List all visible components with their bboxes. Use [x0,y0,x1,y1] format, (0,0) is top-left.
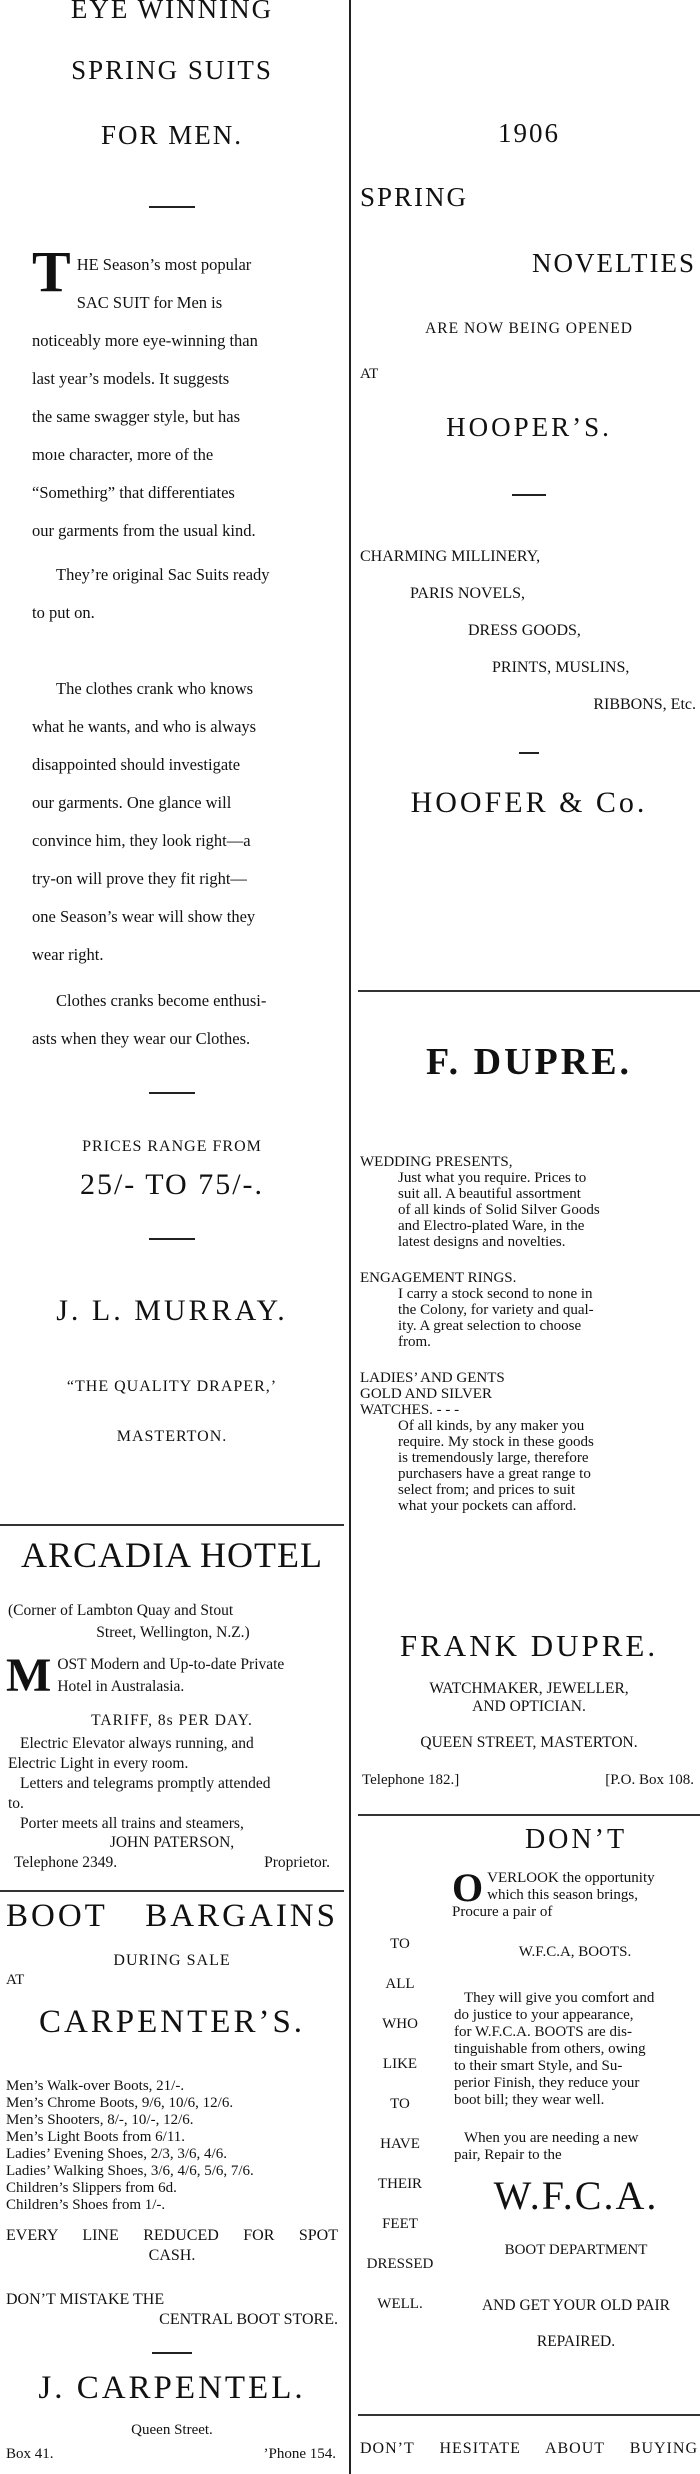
text-line: is tremendously large, therefore [398,1450,589,1466]
headline-line: EYE WINNING [70,0,274,24]
text-line: of all kinds of Solid Silver Goods [398,1202,600,1218]
section-heading: LADIES’ AND GENTS [360,1370,505,1386]
text-line: for W.F.C.A. BOOTS are dis- [454,2024,632,2040]
wfca-department: BOOT DEPARTMENT [504,2242,648,2258]
list-item: Men’s Chrome Boots, 9/6, 10/6, 12/6. [6,2095,234,2111]
wfca-title: DON’T [524,1824,628,1855]
hesitate-line: DON’T HESITATE ABOUT BUYING [360,2440,698,2457]
spring-word: SPRING [360,182,469,212]
prices-heading: PRICES RANGE FROM [82,1138,262,1155]
list-item: Men’s Walk-over Boots, 21/-. [6,2078,185,2094]
slogan-word: WHO [382,2016,418,2032]
text-line: They’re original Sac Suits ready [56,565,270,584]
slogan-word: WELL. [377,2296,423,2312]
list-item: Ladies’ Evening Shoes, 2/3, 3/6, 4/6. [6,2146,227,2162]
text-line: to. [8,1795,24,1812]
text-line: SAC SUIT for Men is [76,293,223,312]
separator [0,1238,344,1240]
boot-advertiser-name: J. CARPENTEL. [38,2370,306,2406]
text-line: AND GET YOUR OLD PAIR [481,2297,671,2314]
hotel-title: ARCADIA HOTEL [21,1535,323,1575]
price-range: 25/- TO 75/-. [79,1168,265,1201]
text-line: do justice to your appearance, [454,2007,634,2023]
text-line: AND OPTICIAN. [472,1698,586,1715]
hotel-tariff: TARIFF, 8s PER DAY. [91,1712,253,1729]
wfca-brand: W.F.C.A. [493,2173,659,2218]
section-rule [358,1814,700,1816]
boot-phone: ’Phone 154. [263,2446,336,2462]
text-line: our garments from the usual kind. [32,521,256,540]
drop-cap: O [452,1865,484,1910]
text-line: try-on will prove they fit right— [32,869,247,888]
text-line: one Season’s wear will show they [32,907,256,926]
advertiser-town: MASTERTON. [116,1428,228,1445]
wfca-new-pair [454,2130,698,2164]
text-line: Street, Wellington, N.Z.) [96,1624,250,1641]
separator [0,2352,344,2354]
text-line: “Somethirg” that differentiates [32,483,235,502]
right-column [358,0,700,2474]
wedding-section [360,1154,696,1250]
opening-notice: ARE NOW BEING OPENED [425,320,633,337]
list-item: Ladies’ Walking Shoes, 3/6, 4/6, 5/6, 7/6. [6,2163,254,2179]
dupre-telephone: Telephone 182.] [362,1772,460,1788]
spot-cash-notice [6,2226,338,2266]
text-line: Hotel in Australasia. [57,1678,185,1695]
list-item: Children’s Slippers from 6d. [6,2180,177,2196]
slogan-word: TO [390,1936,410,1952]
text-line: what your pockets can afford. [398,1498,577,1514]
text-line: Electric Elevator always running, and [20,1735,254,1752]
slogan-word: THEIR [377,2176,423,2192]
spring-suits-ad [0,0,344,1368]
wfca-comfort [454,1990,698,2109]
slogan-word: HAVE [380,2136,420,2152]
separator [358,494,700,496]
text-line: Procure a pair of [452,1904,553,1920]
left-column [0,0,344,2474]
text-line: disappointed should investigate [32,755,241,774]
boot-at: AT [6,1972,25,1988]
text-line: the same swagger style, but has [32,407,241,426]
text-line: asts when they wear our Clothes. [32,1029,251,1048]
list-item: DRESS GOODS, [468,622,581,639]
hotel-address [8,1600,338,1644]
novelties-word: NOVELTIES [532,248,696,278]
dupre-address: QUEEN STREET, MASTERTON. [420,1734,638,1751]
rings-section [360,1270,696,1350]
text-line: EVERY LINE REDUCED FOR SPOT [6,2227,338,2244]
paragraph-3 [32,670,334,974]
at-word: AT [360,366,379,382]
text-line: CASH. [148,2247,196,2264]
slogan-word: FEET [382,2216,418,2232]
text-line: Porter meets all trains and steamers, [20,1815,244,1832]
boot-price-list [6,2078,338,2214]
list-item: PARIS NOVELS, [410,585,525,602]
section-heading: WATCHES. - - - [360,1402,460,1418]
text-line: boot bill; they wear well. [454,2092,605,2108]
text-line: noticeably more eye-winning than [32,331,258,350]
text-line: (Corner of Lambton Quay and Stout [8,1602,234,1619]
paragraph-2 [32,556,334,632]
headline-line: SPRING SUITS [71,55,273,85]
boot-subtitle: DURING SALE [113,1952,231,1969]
text-line: WATCHMAKER, JEWELLER, [429,1680,629,1697]
watches-section [360,1370,696,1514]
column-divider [349,0,351,2474]
text-line: VERLOOK the opportunity [487,1870,655,1886]
text-line: the Colony, for variety and qual- [398,1302,594,1318]
list-item: PRINTS, MUSLINS, [492,659,630,676]
paragraph-1 [32,239,334,550]
wfca-overlook [452,1865,698,1921]
hooper-signature: HOOFER & Co. [410,786,648,819]
side-slogan [358,1924,442,2324]
slogan-word: DRESSED [366,2256,434,2272]
text-line: and Electro-plated Ware, in the [398,1218,585,1234]
text-line: from. [398,1334,431,1350]
slogan-word: LIKE [382,2056,418,2072]
text-line: last year’s models. It suggests [32,369,230,388]
paragraph-4 [32,982,334,1058]
text-line: select from; and prices to suit [398,1482,576,1498]
text-line: latest designs and novelties. [398,1234,566,1250]
hotel-telephone: Telephone 2349. [14,1854,118,1871]
drop-cap: T [32,239,71,304]
section-heading: ENGAGEMENT RINGS. [360,1270,517,1286]
text-line: purchasers have a great range to [398,1466,591,1482]
separator [0,206,344,208]
wfca-old-pair [452,2288,700,2360]
text-line: I carry a stock second to none in [398,1286,593,1302]
proprietor-title: Proprietor. [264,1854,330,1871]
slogan-word: TO [390,2096,410,2112]
list-item: RIBBONS, Etc. [593,696,696,713]
list-item: Children’s Shoes from 1/-. [6,2197,166,2213]
text-line: DON’T MISTAKE THE [6,2291,165,2308]
text-line: pair, Repair to the [454,2147,562,2163]
boot-store: CARPENTER’S. [38,2004,306,2040]
boot-title: BOOT BARGAINS [6,1898,338,1934]
text-line: moıe character, more of the [32,445,214,464]
text-line: CENTRAL BOOT STORE. [159,2311,338,2328]
text-line: to their smart Style, and Su- [454,2058,623,2074]
text-line: tinguishable from others, owing [454,2041,646,2057]
dupre-trade [358,1680,700,1716]
advertiser-tagline: “THE QUALITY DRAPER,’ [66,1378,278,1395]
section-rule [358,2414,700,2416]
drop-cap: M [6,1649,52,1702]
text-line: OST Modern and Up-to-date Private [57,1656,285,1673]
text-line: require. My stock in these goods [398,1434,594,1450]
list-item: Men’s Light Boots from 6/11. [6,2129,186,2145]
boots-name: W.F.C.A, BOOTS. [518,1944,632,1960]
text-line: REPAIRED. [536,2333,616,2350]
year: 1906 [498,118,560,148]
text-line: our garments. One glance will [32,793,232,812]
dupre-po-box: [P.O. Box 108. [605,1772,694,1788]
advertiser-name: J. L. MURRAY. [56,1294,288,1327]
text-line: When you are needing a new [464,2130,639,2146]
slogan-word: ALL [385,1976,415,1992]
dupre-full-name: FRANK DUPRE. [399,1628,659,1663]
section-heading: GOLD AND SILVER [360,1386,492,1402]
text-line: what he wants, and who is always [32,717,257,736]
text-line: HE Season’s most popular [76,255,252,274]
hotel-intro [6,1649,338,1702]
section-rule [0,1890,344,1892]
goods-list [360,538,696,723]
text-line: Just what you require. Prices to [398,1170,587,1186]
text-line: to put on. [32,603,95,622]
text-line: perior Finish, they reduce your [454,2075,640,2091]
section-rule [358,990,700,992]
mistake-notice [6,2290,338,2330]
list-item: CHARMING MILLINERY, [360,548,541,565]
text-line: Letters and telegrams promptly attended [20,1775,271,1792]
separator [0,1092,344,1094]
boot-box: Box 41. [6,2446,54,2462]
boot-street: Queen Street. [131,2422,213,2438]
text-line: Of all kinds, by any maker you [398,1418,585,1434]
store-name: HOOPER’S. [446,412,612,442]
dupre-title: F. DUPRE. [425,1041,633,1083]
text-line: suit all. A beautiful assortment [398,1186,581,1202]
separator [358,752,700,754]
text-line: wear right. [32,945,104,964]
list-item: Men’s Shooters, 8/-, 10/-, 12/6. [6,2112,194,2128]
section-rule [0,1524,344,1526]
proprietor-name: JOHN PATERSON, [109,1834,235,1851]
text-line: Electric Light in every room. [8,1755,189,1772]
text-line: which this season brings, [487,1887,638,1903]
headline-line: FOR MEN. [100,120,244,150]
text-line: The clothes crank who knows [56,679,254,698]
hotel-features [8,1734,338,1834]
text-line: They will give you comfort and [464,1990,655,2006]
text-line: convince him, they look right—a [32,831,251,850]
text-line: Clothes cranks become enthusi- [56,991,267,1010]
section-heading: WEDDING PRESENTS, [360,1154,513,1170]
text-line: ity. A great selection to choose [398,1318,582,1334]
